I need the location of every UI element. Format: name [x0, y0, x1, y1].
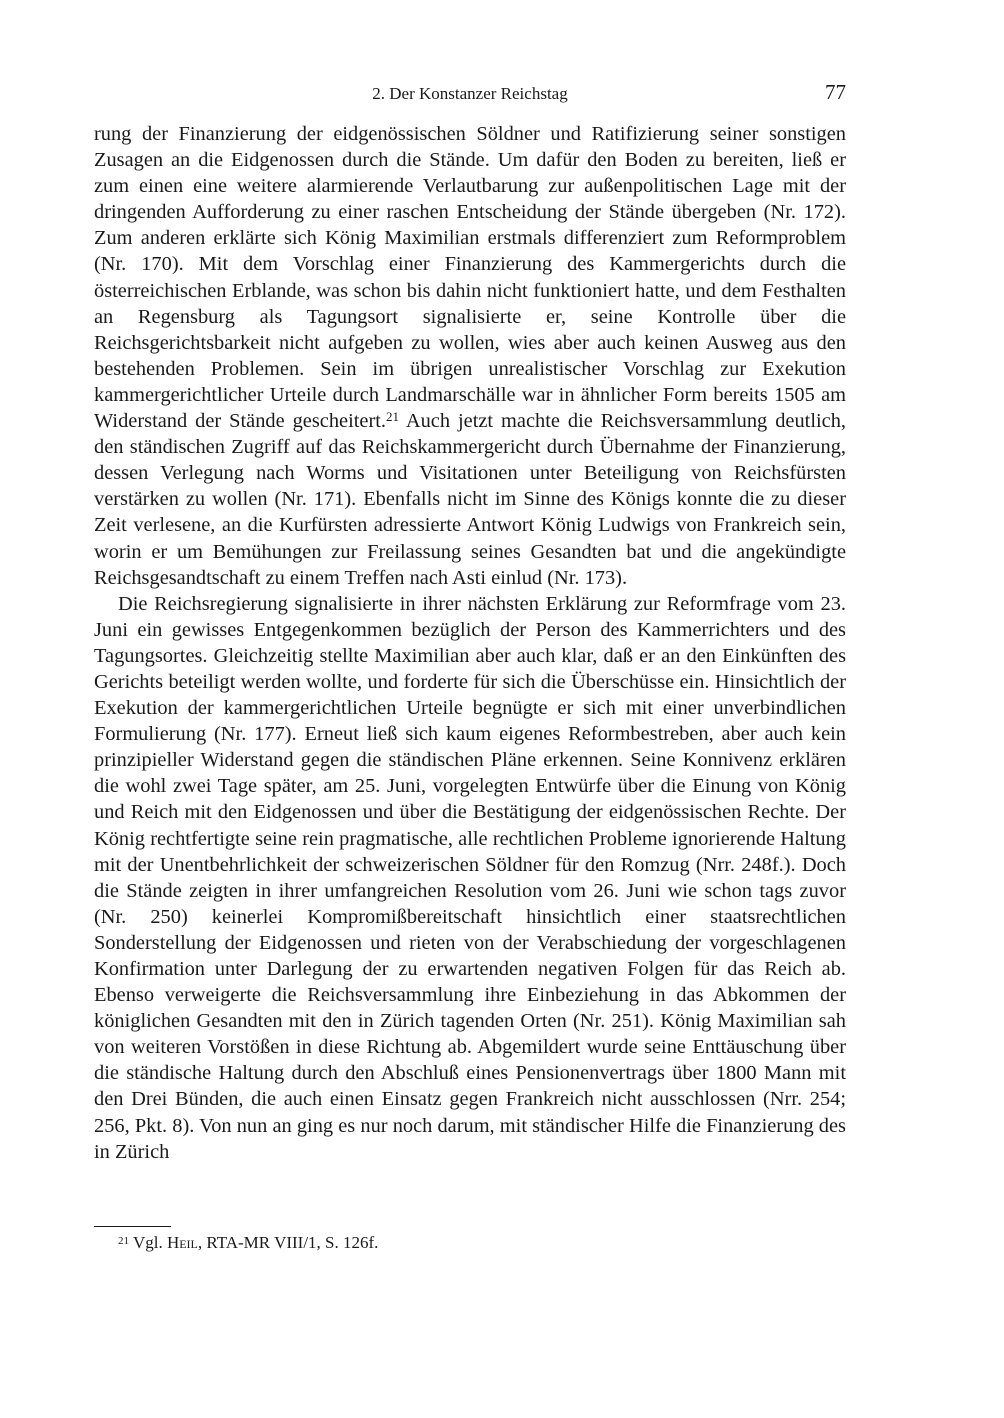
footnote-mark: 21: [118, 1235, 129, 1247]
footnote-21: [118, 1232, 818, 1254]
running-title: 2. Der Konstanzer Reichstag: [372, 84, 568, 103]
paragraph-2: Die Reichsregierung signalisierte in ihrer nächsten Erklärung zur Reformfrage vom 23. Juni ein gewisses Entgegenkommen bezüglich der Person des Kammerrichters und des Tagungsortes. Gleichzeitig stellte Maximilian aber auch klar, daß er an den Einkünften des Gerichts beteiligt werden wollte, und forderte für sich die Überschüsse ein. Hinsichtlich der Exekution der kammergerichtlichen Urteile begnügte er sich mit einer unverbindlichen Formulierung (Nr. 177). Erneut ließ sich kaum eigenes Reformbestreben, aber auch kein prinzipieller Widerstand gegen die ständischen Pläne erkennen. Seine Konnivenz erklären die wohl zwei Tage später, am 25. Juni, vorgelegten Entwürfe über die Einung von König und Reich mit den Eidgenossen und über die Bestätigung der eidgenössischen Rechte. Der König rechtfertigte seine rein pragmatische, alle rechtlichen Probleme ignorierende Haltung mit der Unentbehrlichkeit der schweizerischen Söldner für den Romzug (Nrr. 248f.). Doch die Stände zeigten in ihrer umfangreichen Resolution vom 26. Juni wie schon tags zuvor (Nr. 250) keinerlei Kompromißbereitschaft hinsichtlich einer staatsrechtlichen Sonderstellung der Eidgenossen und rieten von der Verabschiedung der vorgeschlagenen Konfirmation unter Darlegung der zu erwartenden negativen Folgen für das Reich ab. Ebenso verweigerte die Reichsversammlung ihre Einbeziehung in das Abkommen der königlichen Gesandten mit den in Zürich tagenden Orten (Nr. 251). König Maximilian sah von weiteren Vorstößen in diese Richtung ab. Abgemildert wurde seine Enttäuschung über die ständische Haltung durch den Abschluß eines Pensionenvertrags über 1800 Mann mit den Drei Bünden, die auch einen Einsatz gegen Frankreich nicht ausschlossen (Nrr. 254; 256, Pkt. 8). Von nun an ging es nur noch darum, mit ständischer Hilfe die Finanzierung des in Zürich: [94, 592, 846, 1163]
footnote-reference-21: 21: [386, 409, 400, 425]
running-head: [94, 80, 846, 110]
page-number: 77: [825, 80, 846, 104]
footnote-citation: , RTA-MR VIII/1, S. 126f.: [197, 1233, 379, 1252]
paragraph-1-text-b: Auch jetzt machte die Reichsversammlung deutlich, den ständischen Zugriff auf das Reichskammergericht durch Übernahme der Finanzierung, dessen Verlegung nach Worms und Visitationen unter Beteiligung von Reichsfürsten verstärken zu wollen (Nr. 171). Ebenfalls nicht im Sinne des Königs konnte die zu dieser Zeit verlesene, an die Kurfürsten adressierte Antwort König Ludwigs von Frankreich sein, worin er um Bemühungen zur Freilassung seines Gesandten bat und die angekündigte Reichsgesandtschaft zu einem Treffen nach Asti einlud (Nr. 173).: [94, 410, 846, 589]
paragraph-1-text-a: rung der Finanzierung der eidgenössischen Söldner und Ratifizierung seiner sonstigen Zusagen an die Eidgenossen durch die Stände. Um dafür den Boden zu bereiten, ließ er zum einen eine weitere alarmierende Verlautbarung zur außenpolitischen Lage mit der dringenden Aufforderung zu einer raschen Entscheidung der Stände übergeben (Nr. 172). Zum anderen erklärte sich König Maximilian erstmals differenziert zum Reformproblem (Nr. 170). Mit dem Vorschlag einer Finanzierung des Kammergerichts durch die österreichischen Erblande, was schon bis dahin nicht funktioniert hatte, und dem Festhalten an Regensburg als Tagungsort signalisierte er, seine Kontrolle über die Reichsgerichtsbarkeit nicht aufgeben zu wollen, wies aber auch keinen Ausweg aus den bestehenden Problemen. Sein im übrigen unrealistischer Vorschlag zur Exekution kammergerichtlicher Urteile durch Landmarschälle war in ähnlicher Form bereits 1505 am Widerstand der Stände gescheitert.: [94, 123, 846, 433]
paragraph-1: [94, 121, 846, 591]
footnote-divider: [94, 1226, 171, 1227]
footnote-author: Heil: [166, 1233, 198, 1252]
body-text: [94, 121, 846, 1165]
footnote-prefix: Vgl.: [129, 1233, 167, 1252]
